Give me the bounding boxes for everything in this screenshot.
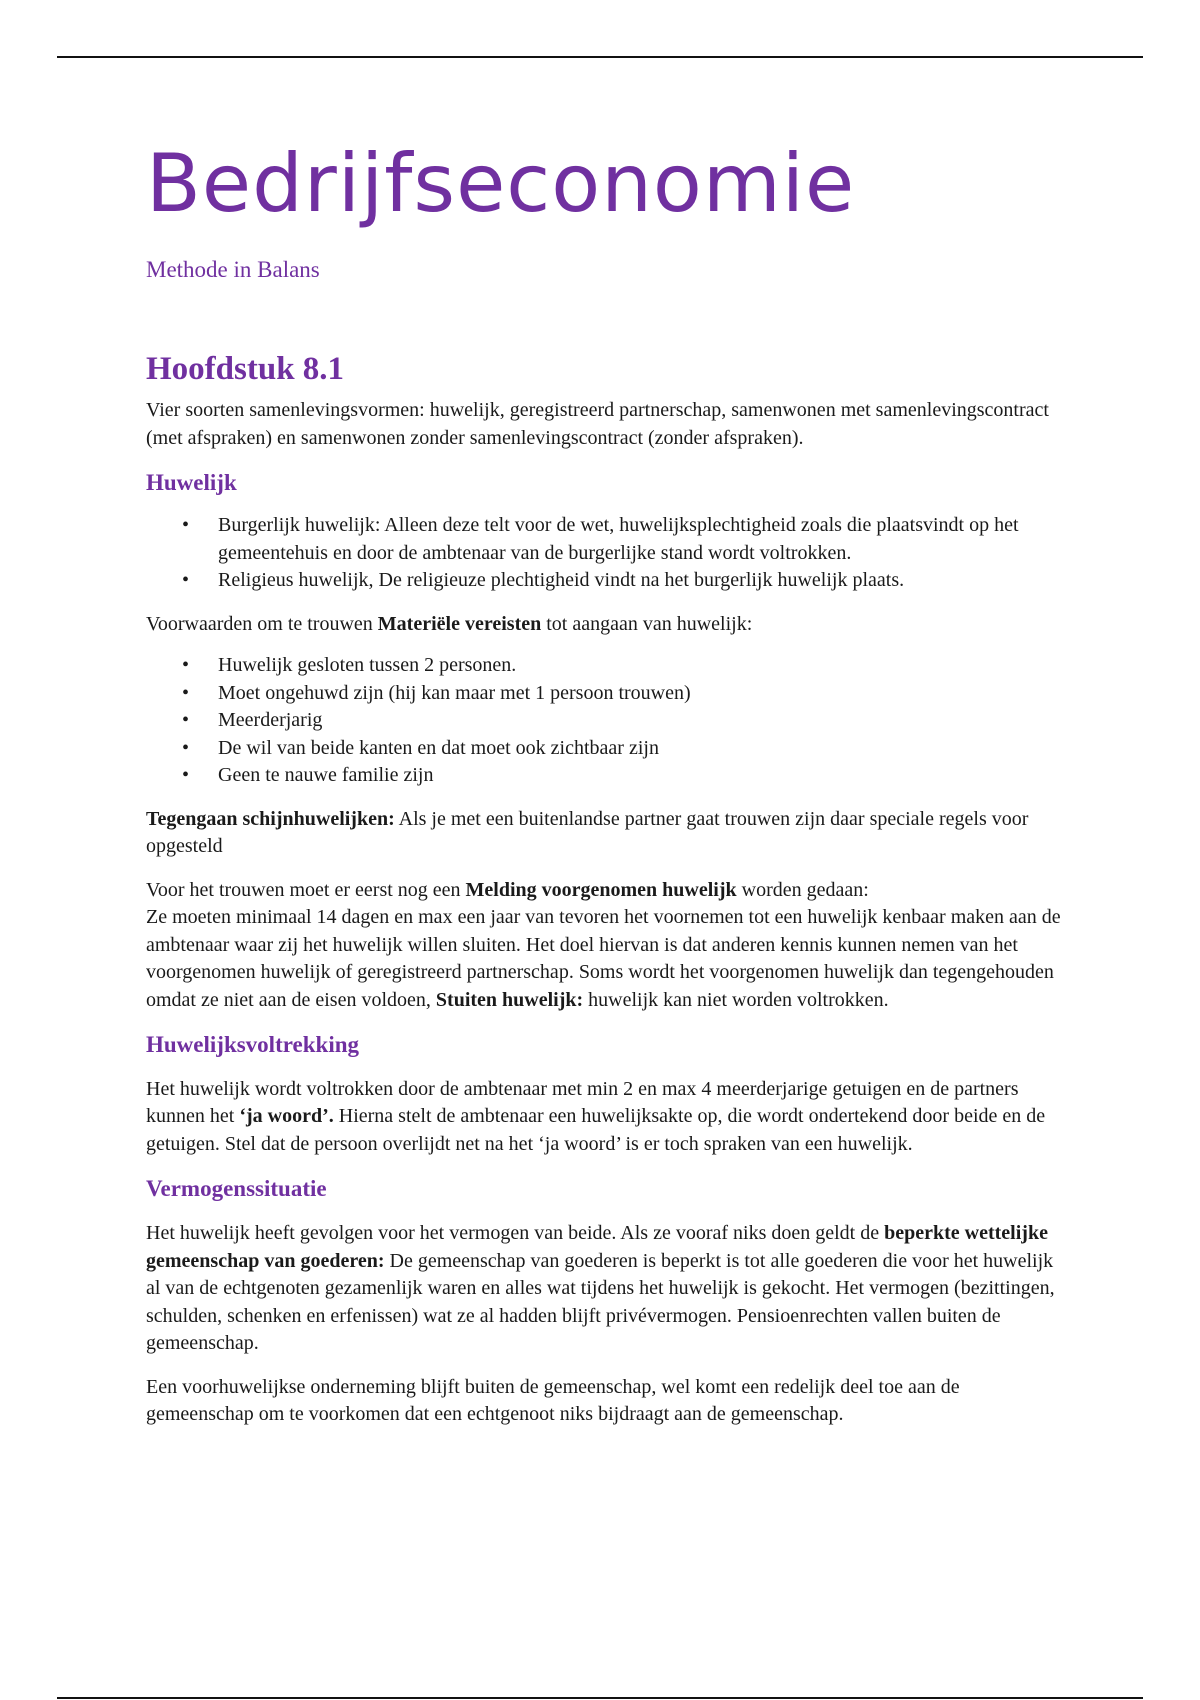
bottom-rule xyxy=(57,1697,1143,1699)
notice-text: Ze moeten minimaal 14 dagen en max een jaar van tevoren het voornemen tot een huwelijk kenbaar maken aan de ambtenaar waar zij het huwelijk willen sluiten. Het doel hiervan is dat anderen kennis kunnen nemen van het voorgenomen huwelijk of geregistreerd partnerschap. Soms wordt het voorgenomen huwelijk dan tegengehouden omdat ze niet aan de eisen voldoen, xyxy=(146,906,1061,1011)
notice-stop-bold: Stuiten huwelijk: xyxy=(435,988,584,1011)
conditions-intro-bold: Materiële vereisten xyxy=(377,612,542,635)
notice-stop-text: huwelijk kan niet worden voltrokken. xyxy=(583,988,889,1011)
chapter-intro: Vier soorten samenlevingsvormen: huwelijk, geregistreerd partnerschap, samenwonen met samenlevingscontract (met afspraken) en samenwonen zonder samenlevingscontract (zonder afspraken). xyxy=(146,399,1049,449)
list-item: • De wil van beide kanten en dat moet ook zichtbaar zijn xyxy=(218,735,1066,763)
vermogen-paragraph xyxy=(146,1220,1066,1358)
section-heading-voltrekking: Huwelijksvoltrekking xyxy=(146,1032,359,1058)
vermogen-bold: beperkte wettelijke gemeenschap van goederen: xyxy=(146,1222,1048,1272)
conditions-intro xyxy=(146,611,1066,639)
notice-bold: Melding voorgenomen huwelijk xyxy=(465,878,737,901)
voltrekking-paragraph xyxy=(146,1076,1066,1159)
notice-pre: Voor het trouwen moet er eerst nog een xyxy=(146,878,466,901)
conditions-intro-pre: Voorwaarden om te trouwen xyxy=(146,612,378,635)
section-heading-huwelijk: Huwelijk xyxy=(146,470,237,496)
sham-marriage-paragraph xyxy=(146,806,1066,861)
vermogen-post: De gemeenschap van goederen is beperkt is tot alle goederen die voor het huwelijk al van de echtgenoten gezamenlijk waren en alles wat tijdens het huwelijk is gekocht. Het vermogen (bezittingen, schulden, schenken en erfenissen) wat ze al hadden blijft privévermogen. Pensioenrechten vallen buiten de gemeenschap. xyxy=(146,1249,1055,1355)
list-item: • Moet ongehuwd zijn (hij kan maar met 1 persoon trouwen) xyxy=(218,680,1066,708)
voltrekking-bold: ‘ja woord’. xyxy=(239,1105,334,1128)
list-item: • Meerderjarig xyxy=(218,707,1066,735)
vermogen-pre: Het huwelijk heeft gevolgen voor het vermogen van beide. Als ze vooraf niks doen geldt de xyxy=(146,1222,885,1245)
top-rule xyxy=(57,56,1143,58)
list-item: • Geen te nauwe familie zijn xyxy=(218,762,1066,790)
vermogen-paragraph-2: Een voorhuwelijkse onderneming blijft buiten de gemeenschap, wel komt een redelijk deel toe aan de gemeenschap om te voorkomen dat een echtgenoot niks bijdraagt aan de gemeenschap. xyxy=(146,1375,960,1426)
document-body xyxy=(146,137,1066,1429)
conditions-list xyxy=(146,652,1066,790)
list-item: • Huwelijk gesloten tussen 2 personen. xyxy=(218,652,1066,680)
document-subtitle: Methode in Balans xyxy=(146,257,320,282)
notice-post: worden gedaan: xyxy=(736,878,869,901)
sham-marriage-text: Als je met een buitenlandse partner gaat trouwen zijn daar speciale regels voor opgesteld xyxy=(146,807,1029,858)
sham-marriage-bold: Tegengaan schijnhuwelijken: xyxy=(146,807,395,830)
chapter-heading: Hoofdstuk 8.1 xyxy=(146,350,345,387)
list-item: • Burgerlijk huwelijk: Alleen deze telt voor de wet, huwelijksplechtigheid zoals die plaatsvindt op het gemeentehuis en door de ambtenaar van de burgerlijke stand wordt voltrokken. xyxy=(218,512,1066,567)
document-title: Bedrijfseconomie xyxy=(146,137,856,230)
voltrekking-post: Hierna stelt de ambtenaar een huwelijksakte op, die wordt ondertekend door beide en de getuigen. Stel dat de persoon overlijdt net na het ‘ja woord’ is er toch spraken van een huwelijk. xyxy=(146,1105,1046,1155)
marriage-types-list xyxy=(146,512,1066,595)
list-item: • Religieus huwelijk, De religieuze plechtigheid vindt na het burgerlijk huwelijk plaats. xyxy=(218,567,1066,595)
conditions-intro-post: tot aangaan van huwelijk: xyxy=(541,612,753,635)
section-heading-vermogen: Vermogenssituatie xyxy=(146,1176,327,1202)
notice-paragraph xyxy=(146,877,1066,1015)
voltrekking-pre: Het huwelijk wordt voltrokken door de ambtenaar met min 2 en max 4 meerderjarige getuigen en de partners kunnen het xyxy=(146,1077,1019,1128)
